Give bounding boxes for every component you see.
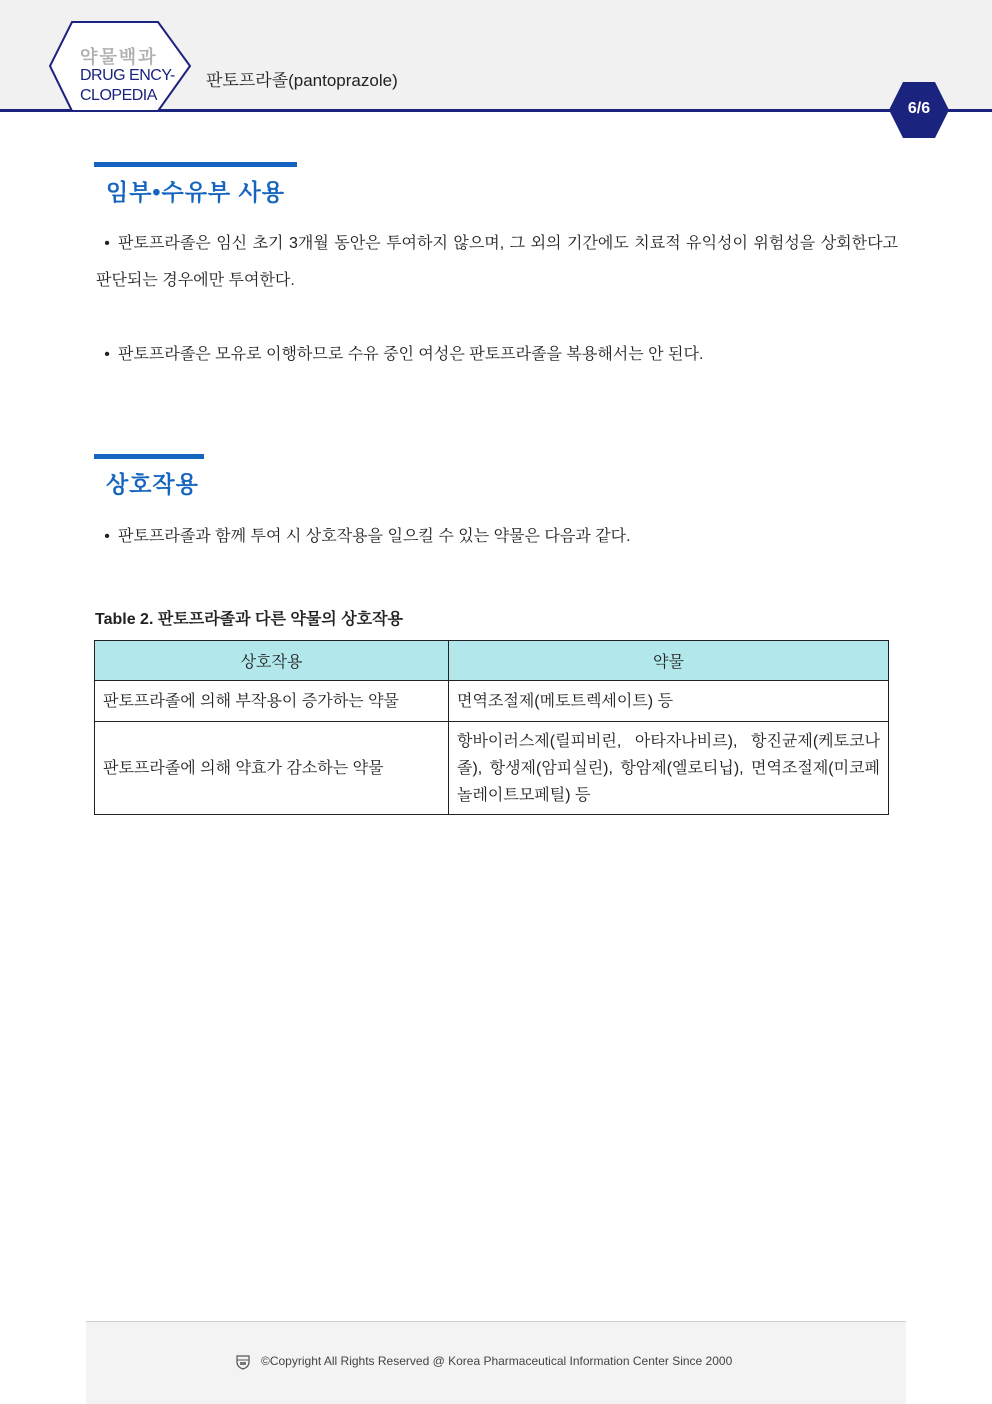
- table-cell: 항바이러스제(릴피비린, 아타자나비르), 항진균제(케토코나졸), 항생제(암피실린), 항암제(엘로티닙), 면역조절제(미코페놀레이트모페틸) 등: [449, 722, 889, 815]
- section-title-interaction: 상호작용: [106, 471, 199, 497]
- table-caption: Table 2. 판토프라졸과 다른 약물의 상호작용: [95, 611, 404, 628]
- interaction-intro: [96, 518, 898, 555]
- section-bar: [94, 454, 204, 459]
- footer-copyright: ©Copyright All Rights Reserved @ Korea Pharmaceutical Information Center Since 2000: [261, 1354, 733, 1368]
- bullet-icon: •: [104, 346, 110, 363]
- bullet-icon: •: [104, 235, 110, 252]
- table-cell: 면역조절제(메토트렉세이트) 등: [449, 681, 889, 722]
- logo-korean-text: 약물백과: [80, 47, 158, 67]
- section-title-pregnancy: 임부•수유부 사용: [106, 179, 285, 205]
- logo-english-line1: DRUG ENCY-: [80, 67, 175, 84]
- organization-emblem-icon: [236, 1354, 250, 1370]
- table-row: [95, 681, 889, 722]
- table-header-row: [95, 641, 889, 681]
- document-title: 판토프라졸(pantoprazole): [206, 71, 398, 90]
- logo-english-line2: CLOPEDIA: [80, 87, 157, 104]
- interaction-intro-text: 판토프라졸과 함께 투여 시 상호작용을 일으킬 수 있는 약물은 다음과 같다.: [118, 528, 631, 545]
- table-row: [95, 722, 889, 815]
- table-cell: 판토프라졸에 의해 약효가 감소하는 약물: [95, 722, 449, 815]
- section-bar: [94, 162, 297, 167]
- table-header-interaction: 상호작용: [95, 641, 449, 681]
- page-number: 6/6: [907, 100, 931, 117]
- table-header-drug: 약물: [449, 641, 889, 681]
- interaction-table: [94, 640, 889, 815]
- pregnancy-item-text: 판토프라졸은 임신 초기 3개월 동안은 투여하지 않으며, 그 외의 기간에도 치료적 유익성이 위험성을 상회한다고 판단되는 경우에만 투여한다.: [96, 235, 898, 289]
- pregnancy-item-text: 판토프라졸은 모유로 이행하므로 수유 중인 여성은 판토프라졸을 복용해서는 안 된다.: [118, 346, 704, 363]
- bullet-icon: •: [104, 528, 110, 545]
- pregnancy-item-1: [96, 225, 898, 299]
- table-cell: 판토프라졸에 의해 부작용이 증가하는 약물: [95, 681, 449, 722]
- pregnancy-item-2: [96, 336, 898, 373]
